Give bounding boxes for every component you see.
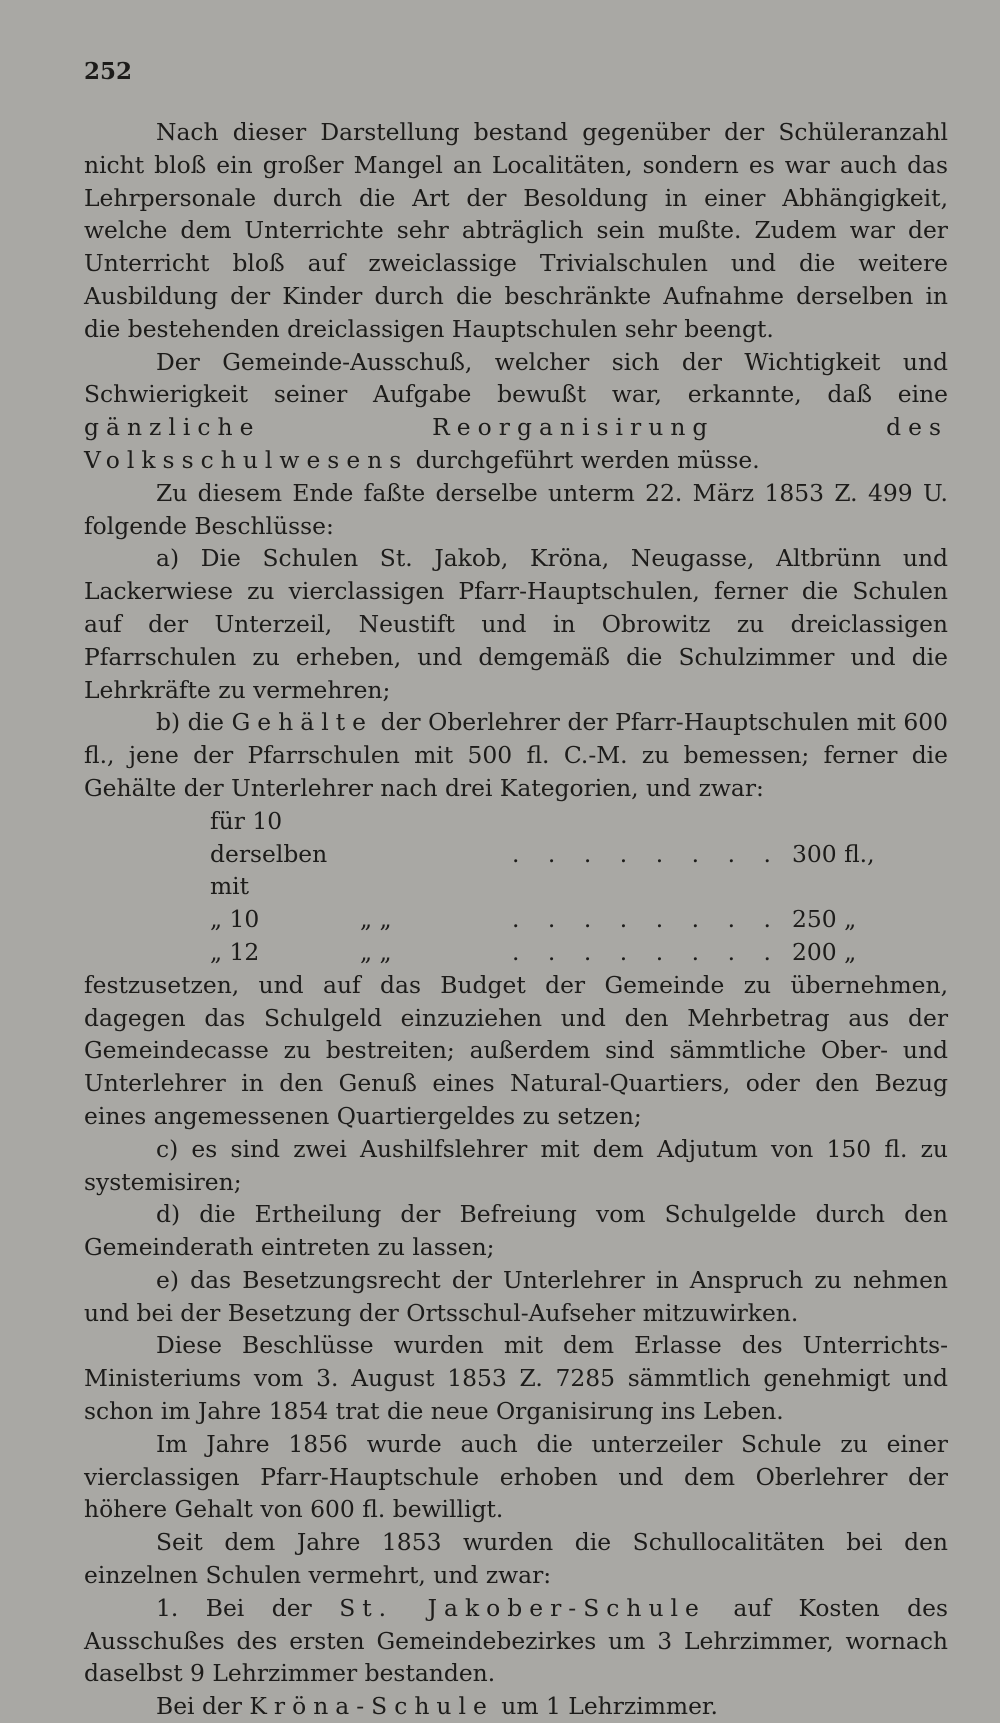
paragraph [84,477,948,543]
paragraph [84,1690,948,1723]
text-run: festzusetzen, und auf das Budget der Gemeinde zu übernehmen, dagegen das Schulgeld einzuziehen und den Mehrbetrag aus der Gemeindecasse zu bestreiten; außerdem sind sämmtliche Ober- und Unterlehrer in den Genuß eines Natural-Quartiers, oder den Bezug eines angemessenen Quartiergeldes zu setzen; [84,970,948,1130]
salary-leader-dots: . . . . . . . . [512,839,782,868]
paragraph [84,1526,948,1592]
salary-ditto [360,805,512,903]
salary-leader-dots: . . . . . . . . [512,905,782,934]
paragraph [84,1198,948,1264]
paragraph [84,1592,948,1690]
spaced-emphasis: St. Jakober-Schule [339,1593,706,1622]
text-run: Seit dem Jahre 1853 wurden die Schullocalitäten bei den einzelnen Schulen vermehrt, und zwar: [84,1528,948,1590]
salary-leader-dots: . . . . . . . . [512,937,782,966]
spaced-emphasis: Kröna-Schule [249,1692,494,1721]
text-run: Der Gemeinde-Ausschuß, welcher sich der Wichtigkeit und Schwierigkeit seiner Aufgabe bewußt war, erkannte, daß eine [84,347,948,409]
paragraph [84,1264,948,1330]
salary-label: „ 10 [210,905,260,934]
text-run: Im Jahre 1856 wurde auch die unterzeiler Schule zu einer vierclassigen Pfarr-Hauptschule erhoben und dem Oberlehrer der höhere Gehalt von 600 fl. bewilligt. [84,1429,948,1524]
salary-row [84,805,948,903]
text-run: Bei der [156,1692,250,1721]
salary-row [84,936,948,969]
paragraph [84,346,948,477]
salary-ditto: „ „ [360,905,392,934]
paragraph [84,116,948,346]
text-run: e) das Besetzungsrecht der Unterlehrer in Anspruch zu nehmen und bei der Besetzung der Ortsschul-Aufseher mitzuwirken. [84,1265,948,1327]
text-run: durchgeführt werden müsse. [408,445,760,474]
paragraphs-after-table [84,969,948,1723]
text-run: Diese Beschlüsse wurden mit dem Erlasse des Unterrichts-Ministeriums vom 3. August 1853 Z. 7285 sämmtlich genehmigt und schon im Jahre 1854 trat die neue Organisirung ins Leben. [84,1331,948,1426]
paragraph [84,969,948,1133]
paragraph [84,542,948,706]
salary-amount: 250 „ [792,905,857,934]
paragraph [84,1428,948,1526]
paragraph [84,706,948,804]
text-run: Zu diesem Ende faßte derselbe unterm 22. März 1853 Z. 499 U. folgende Beschlüsse: [84,478,948,540]
salary-label: für 10 derselben mit [210,806,328,901]
text-run: a) Die Schulen St. Jakob, Kröna, Neugasse, Altbrünn und Lackerwiese zu vierclassigen Pfarr-Hauptschulen, ferner die Schulen auf der Unterzeil, Neustift und in Obrowitz zu dreiclassigen Pfarrschulen zu erheben, und demgemäß die Schulzimmer und die Lehrkräfte zu vermehren; [84,544,948,704]
salary-ditto: „ „ [360,937,392,966]
salary-table [84,805,948,969]
salary-table-body [84,805,948,969]
text-run: d) die Ertheilung der Befreiung vom Schulgelde durch den Gemeinderath eintreten zu lassen; [84,1200,948,1262]
salary-label: „ 12 [210,937,260,966]
text-run: der Oberlehrer der Pfarr-Hauptschulen mit 600 fl., jene der Pfarrschulen mit 500 fl. C.-M. zu bemessen; ferner die Gehälte der Unterlehrer nach drei Kategorien, und zwar: [84,708,948,802]
text-run: Nach dieser Darstellung bestand gegenüber der Schüleranzahl nicht bloß ein großer Mangel an Localitäten, sondern es war auch das Lehrpersonale durch die Art der Besoldung in einer Abhängigkeit, welche dem Unterrichte sehr abträglich sein mußte. Zudem war der Unterricht bloß auf zweiclassige Trivialschulen und die weitere Ausbildung der Kinder durch die beschränkte Aufnahme derselben in die bestehenden dreiclassigen Hauptschulen sehr beengt. [84,118,948,343]
spaced-emphasis: gänzliche Reorganisirung des Volksschulwesens [84,413,948,474]
salary-amount: 300 fl., [792,839,875,868]
text-run: 1. Bei der [156,1593,340,1622]
salary-row [84,903,948,936]
text-run: c) es sind zwei Aushilfslehrer mit dem Adjutum von 150 fl. zu systemisiren; [84,1134,948,1196]
text-run: um 1 Lehrzimmer. [493,1692,718,1721]
body-text [84,116,948,1723]
paragraph [84,1133,948,1199]
text-run: auf Kosten des Ausschußes des ersten Gemeindebezirkes um 3 Lehrzimmer, wornach daselbst 9 Lehrzimmer bestanden. [84,1593,948,1688]
paragraph [84,1329,948,1427]
spaced-emphasis: Gehälte [231,708,373,737]
salary-amount: 200 „ [792,937,857,966]
page-number: 252 [84,58,133,85]
paragraphs-before-table [84,116,948,805]
text-run: b) die [156,708,232,737]
